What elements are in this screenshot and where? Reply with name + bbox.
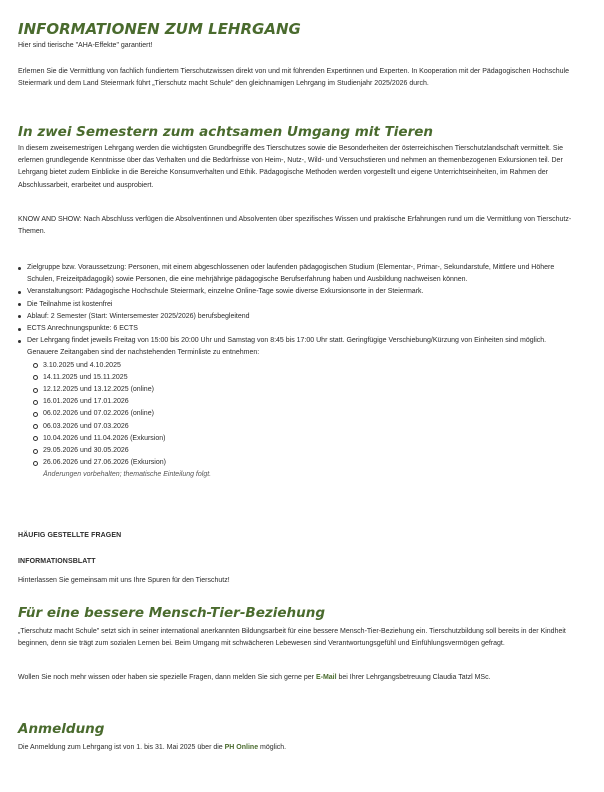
intro-subtitle: Hier sind tierische "AHA-Effekte" garantiert! [18, 42, 153, 49]
registration-text-after: möglich. [258, 744, 287, 751]
ph-online-link[interactable]: PH Online [224, 744, 259, 751]
dates-note: Änderungen vorbehalten; thematische Einteilung folgt. [43, 471, 212, 479]
relation-heading: Für eine bessere Mensch-Tier-Beziehung [18, 605, 326, 621]
date-item: 26.06.2026 und 27.06.2026 (Exkursion) [33, 457, 578, 469]
know-and-show-paragraph: KNOW AND SHOW: Nach Abschluss verfügen die Absolventinnen und Absolventen über spezifisches Wissen und praktische Erfahrungen rund um die Vermittlung von Tierschutz-Themen. [18, 216, 572, 236]
intro-paragraph: Erlernen Sie die Vermittlung von fachlich fundiertem Tierschutzwissen direkt von und mit führenden Expertinnen und Experten. In Kooperation mit der Pädagogischen Hochschule Steiermark und dem Land Steiermark führt „Tierschutz macht Schule" den gleichnamigen Lehrgang im Studienjahr 2025/2026 durch. [18, 68, 569, 88]
contact-text-after: bei Ihrer Lehrgangsbetreuung Claudia Tatzl MSc. [336, 674, 491, 681]
date-item: 10.04.2026 und 11.04.2026 (Exkursion) [33, 433, 578, 445]
dates-list [27, 360, 578, 470]
date-item: 06.03.2026 und 07.03.2026 [33, 421, 578, 433]
registration-paragraph [18, 742, 578, 754]
date-item: 06.02.2026 und 07.02.2026 (online) [33, 408, 578, 420]
registration-text-before: Die Anmeldung zum Lehrgang ist von 1. bis 31. Mai 2025 über die [18, 744, 225, 751]
facts-list [18, 262, 578, 482]
fact-item: Ablauf: 2 Semester (Start: Wintersemester 2025/2026) berufsbegleitend [18, 311, 578, 323]
registration-heading: Anmeldung [18, 721, 105, 737]
faq-text: Hinterlassen Sie gemeinsam mit uns Ihre Spuren für den Tierschutz! [18, 577, 230, 584]
fact-item: ECTS Anrechnungspunkte: 6 ECTS [18, 323, 578, 335]
fact-item: Die Teilnahme ist kostenfrei [18, 299, 578, 311]
fact-item: Veranstaltungsort: Pädagogische Hochschule Steiermark, einzelne Online-Tage sowie diverse Exkursionsorte in der Steiermark. [18, 286, 578, 298]
page-title: INFORMATIONEN ZUM LEHRGANG [18, 20, 301, 38]
semester-paragraph: In diesem zweisemestrigen Lehrgang werden die wichtigsten Grundbegriffe des Tierschutzes sowie die Besonderheiten der österreichischen Tierschutzlandschaft vermittelt. Sie erlernen grundlegende Kenntnisse über das Verhalten und die Bedürfnisse von Heim-, Nutz-, Wild- und Versuchstieren und nehmen an themenbezogenen Exkursionen teil. Der Lehrgang bietet zudem Einblicke in die Bereiche Konsumverhalten und Ethik. Pädagogische Methoden werden vorgestellt und eigene Unterrichtseinheiten, im Rahmen der Abschlussarbeit, erarbeitet und ausprobiert. [18, 145, 563, 189]
contact-text-before: Wollen Sie noch mehr wissen oder haben sie spezielle Fragen, dann melden Sie sich gerne per [18, 674, 316, 681]
date-item: 29.05.2026 und 30.05.2026 [33, 445, 578, 457]
schedule-text: Der Lehrgang findet jeweils Freitag von 15:00 bis 20:00 Uhr und Samstag von 8:45 bis 17:00 Uhr statt. Geringfügige Verschiebung/Kürzung von Einheiten sind möglich. Genauere Zeitangaben sind der nachstehenden Terminliste zu entnehmen: [27, 337, 547, 357]
fact-item: Zielgruppe bzw. Voraussetzung: Personen, mit einem abgeschlossenen oder laufenden pädagogischen Studium (Elementar-, Primar-, Sekundarstufe, Mittlere und Höhere Schulen, Freizeitpädagogik) sowie Personen, die eine mehrjährige pädagogische Berufserfahrung haben und Ausbildung nachweisen können. [18, 262, 578, 286]
info-sheet-link[interactable]: INFORMATIONSBLATT [18, 558, 96, 565]
relation-paragraph: „Tierschutz macht Schule" setzt sich in seiner international anerkannten Bildungsarbeit für eine bessere Mensch-Tier-Beziehung ein. Tierschutzbildung soll bereits in der Kindheit beginnen, denn sie trägt zum sozialen Lernen bei. Beim Umgang mit schwächeren Lebewesen sind Verantwortungsgefühl und Einfühlungsvermögen gefragt. [18, 628, 566, 648]
fact-item-schedule [18, 335, 578, 481]
date-item: 16.01.2026 und 17.01.2026 [33, 396, 578, 408]
contact-paragraph [18, 672, 578, 684]
faq-link[interactable]: HÄUFIG GESTELLTE FRAGEN [18, 532, 122, 539]
date-item: 12.12.2025 und 13.12.2025 (online) [33, 384, 578, 396]
date-item: 14.11.2025 und 15.11.2025 [33, 372, 578, 384]
semester-heading: In zwei Semestern zum achtsamen Umgang mit Tieren [18, 124, 433, 140]
email-link[interactable]: E-Mail [315, 674, 337, 681]
date-item: 3.10.2025 und 4.10.2025 [33, 360, 578, 372]
